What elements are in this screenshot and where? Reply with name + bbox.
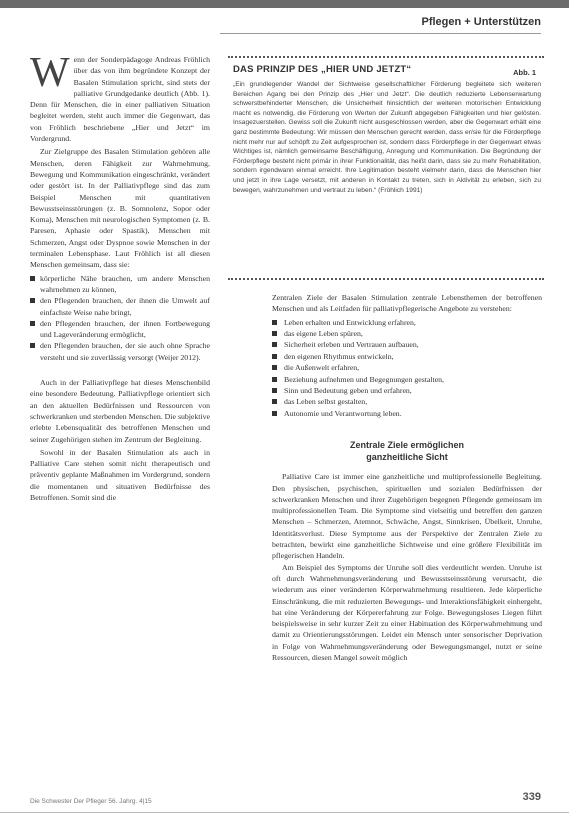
left-bullet <box>30 318 210 341</box>
left-paragraph-2: Zur Zielgruppe des Basalen Stimulation gehören alle Menschen, deren Fähigkeit zur Wahrnehmung, Bewegung und Kommunikation eingeschränkt, verändert oder gestört ist. In der Palliativpflege sind das zum Beispiel Menschen mit quantitativen Bewusstseinsstörungen (z. B. Somnolenz, Sopor oder Koma), Menschen mit neurologischen Symptomen (z. B. Paresen, Aphasie oder Spastik), Menschen mit Schmerzen, Angst oder Dyspnoe sowie Menschen in der terminalen Lebensphase. Laut Fröhlich ist all diesen Menschen gemeinsam, dass sie: <box>30 147 210 270</box>
bullet-square-icon <box>272 388 277 393</box>
goals-list <box>272 317 542 420</box>
goal-item <box>272 408 542 419</box>
goal-item <box>272 328 542 339</box>
left-bullet-text: den Pflegenden brauchen, der sie auch ohne Sprache versteht und sie zuverlässig versorgt (Weijer 2012). <box>40 341 210 362</box>
section-title: Pflegen + Unterstützen <box>421 16 541 28</box>
left-bullet-text: körperliche Nähe brauchen, um andere Menschen wahrnehmen zu können, <box>40 273 210 294</box>
left-bullet-text: den Pflegenden brauchen, der ihnen die Umwelt auf einfachste Weise nahe bringt, <box>40 296 210 317</box>
bullet-square-icon <box>272 331 277 336</box>
left-paragraph-1: enn der Sonderpädagoge Andreas Fröhlich über das von ihm begründete Konzept der Basalen Stimulation spricht, sind stets der palliative Grundgedanke deutlich (Abb. 1). Denn für Menschen, die in einer palliativen Situation begleitet werden, steht auch immer die Gegenwart, das von Fröhlich beschriebene „Hier und Jetzt“ im Vordergrund. <box>30 55 210 144</box>
goal-item <box>272 362 542 373</box>
goal-item-text: Leben erhalten und Entwicklung erfahren, <box>284 317 416 327</box>
left-bullet <box>30 273 210 296</box>
goal-item <box>272 339 542 350</box>
goal-item-text: die Außenwelt erfahren, <box>284 363 360 373</box>
page-number: 339 <box>522 791 541 803</box>
goal-item-text: Beziehung aufnehmen und Begegnungen gestalten, <box>284 374 445 384</box>
bullet-square-icon <box>30 276 35 281</box>
bullet-square-icon <box>272 377 277 382</box>
bullet-square-icon <box>30 321 35 326</box>
goal-item <box>272 374 542 385</box>
bullet-square-icon <box>272 411 277 416</box>
left-bullet <box>30 295 210 318</box>
bullet-square-icon <box>272 365 277 370</box>
subheading-line-2: ganzheitliche Sicht <box>366 452 448 463</box>
left-column <box>30 54 210 780</box>
right-paragraph-2: Palliative Care ist immer eine ganzheitliche und multiprofessionelle Begleitung. Den physischen, psychischen, spirituellen und sozialen Bedürfnissen der schwerkranken Menschen und ihrer Zugehörigen begegnen Pflegende gemeinsam im multiprofessionellen Team. Die Symptome sind vielseitig und betreffen den ganzen Menschen – Schmerzen, Atemnot, Schwäche, Angst, Sinnkrisen, Übelkeit, Unruhe, Identitätsverlust. Diese Symptome aus der Perspektive der Zentralen Ziele zu betrachten, bewirkt eine ganzheitliche Sichtweise und eine größere Flexibilität im pflegerischen Handeln. <box>272 472 542 561</box>
right-paragraph-1: Zentralen Ziele der Basalen Stimulation zentrale Lebensthemen der betroffenen Menschen und als Leitfaden für palliativpflegerische Angebote zu verstehen: <box>272 293 542 314</box>
goal-item <box>272 351 542 362</box>
left-bullet <box>30 340 210 363</box>
subheading <box>272 439 542 463</box>
footer-divider <box>0 812 569 813</box>
box-title: DAS PRINZIP DES „HIER UND JETZT“ <box>233 64 412 75</box>
drop-cap: W <box>30 54 70 96</box>
bullet-square-icon <box>30 343 35 348</box>
goal-item <box>272 317 542 328</box>
footer-journal: Die Schwester Der Pfleger 56. Jahrg. 4|15 <box>30 798 152 805</box>
goal-item-text: das Leben selbst gestalten, <box>284 397 368 407</box>
bullet-square-icon <box>30 298 35 303</box>
left-bullet-text: den Pflegenden brauchen, der ihnen Fortbewegung und Lageveränderung ermöglicht, <box>40 318 210 340</box>
subheading-line-1: Zentrale Ziele ermöglichen <box>349 440 465 451</box>
header-divider <box>220 33 541 34</box>
goal-item-text: Sicherheit erleben und Vertrauen aufbauen, <box>284 340 419 350</box>
bullet-square-icon <box>272 320 277 325</box>
left-paragraph-4: Sowohl in der Basalen Stimulation als auch in Palliative Care stehen somit nicht therapeutisch und präventiv geplante Maßnahmen im Vordergrund, sondern die momentanen und situativen Bedürfnisse des Betroffenen. Somit sind die <box>30 447 210 502</box>
goal-item-text: den eigenen Rhythmus entwickeln, <box>284 351 394 361</box>
left-paragraph-3: Auch in der Palliativpflege hat dieses Menschenbild eine besondere Bedeutung. Palliativpflege orientiert sich an den aktuellen Bedürfnissen und Ressourcen von schwerkranken und sterbenden Menschen. Die subjektive erlebte Lebensqualität des betroffenen Menschen und seiner Zugehörigen stehen im Zentrum der Begleitung. <box>30 378 210 444</box>
bullet-square-icon <box>272 342 277 347</box>
goal-item-text: Sinn und Bedeutung geben und erfahren, <box>284 386 412 396</box>
goal-item-text: das eigene Leben spüren, <box>284 329 363 338</box>
right-paragraph-3: Am Beispiel des Symptoms der Unruhe soll dies verdeutlicht werden. Unruhe ist oft durch Wahrnehmungsveränderung und Bewusstseinsstörung verursacht, die wiederum aus einer veränderten Körperwahrnehmung resultieren. Jede körperliche Einschränkung, die mit reduzierten Bewegungs- und Interaktionsfähigkeit einhergeht, hat eine Veränderung der Körpererfahrung zur Folge. Bewegungsloses Liegen führt beispielsweise in sehr kurzer Zeit zu einer Habituation des Körperwahrnehmung und damit zu Orientierungsstörungen. Leidet ein Mensch unter sensorischer Deprivation in Folge von Wahrnehmungsveränderung oder Bewegungsmangel, nutzt er seine Ressourcen, diesen Mangel soweit möglich <box>272 562 542 662</box>
bullet-square-icon <box>272 354 277 359</box>
right-column <box>272 292 542 780</box>
goal-item <box>272 385 542 396</box>
goal-item-text: Autonomie und Verantwortung leben. <box>284 408 402 418</box>
bullet-square-icon <box>272 399 277 404</box>
goal-item <box>272 396 542 407</box>
box-text: „Ein grundlegender Wandel der Sichtweise gesellschaftlicher Förderung begleitete sich weiteren Bereichen Agang bei den Prinzip des „Hier und Jetzt“. Die deutlich reduzierte Lebenserwartung schwerstbehinderter Menschen, die Unsicherheit hinsichtlich der weiteren motorischen Entwicklung macht es notwendig, die Förderung von Werten der Zukunft abgegeben Fähigkeiten und hier gelösten. Insagezuerstellen. Gewiss soll die Zukunft nicht ausgeschlossen werden, aber die Gegenwart erhält eine ganz bestimmte Bedeutung: Wir müssen den Menschen gerecht werden, dass er/sie für die Förderpflege nicht mehr nur auf schöpft zu Zeit aufgesprochen ist, sondern dass Förderpflege in der Gegenwart etwas Wichtiges ist, nämlich gemeinsame Beschäftigung, Anregung und Kommunikation. Die Begründung der Förderpflege besteht nicht primär in ihrer Funktionalität, das heißt darin, dass sie zu mehr Rehabilitation, sondern irgendwann einmal erreicht. Ihre Legitimation besteht vielmehr darin, dass die Menschen hier und jetzt in ihre Lage versetzt, mit anderen in Kontakt zu treten, sich in Aktivität zu erleben, sich zu bewegen, wahrzunehmen und vertraut zu leben.“ (Fröhlich 1991) <box>233 81 541 194</box>
box-figure-label: Abb. 1 <box>513 68 536 77</box>
info-box <box>228 56 544 280</box>
header-rule <box>0 0 569 8</box>
